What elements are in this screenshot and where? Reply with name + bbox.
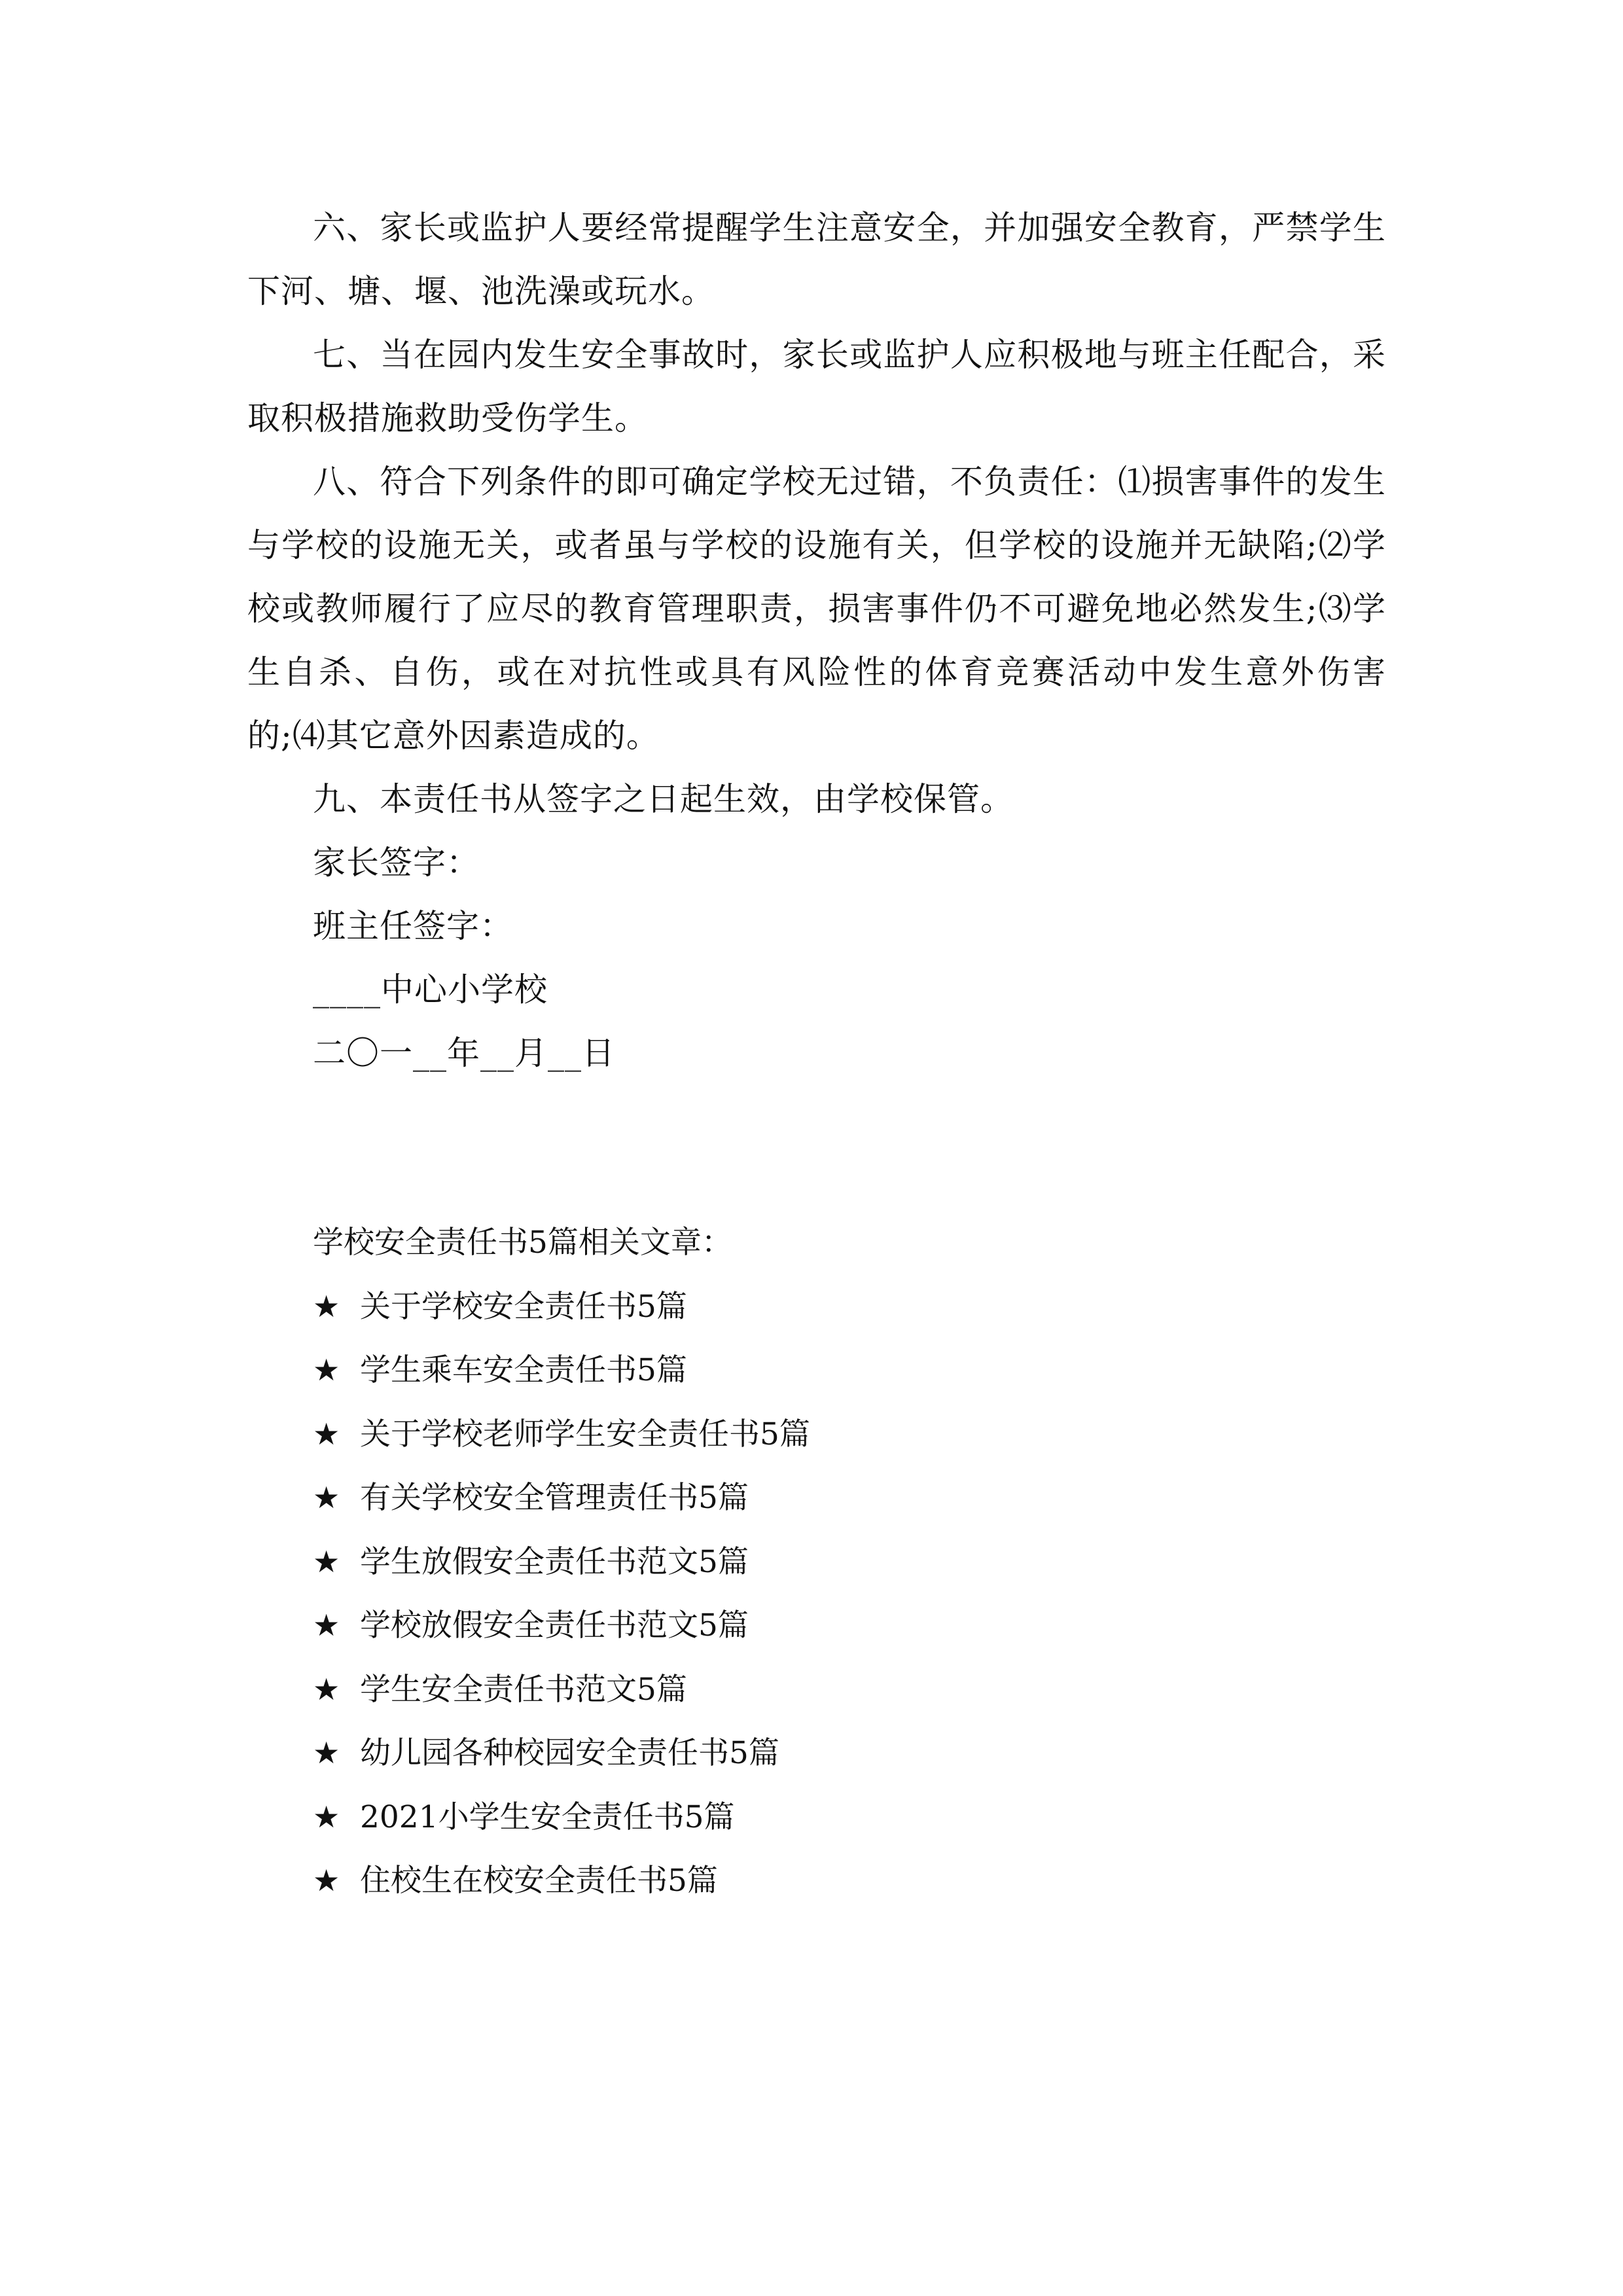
related-article-link[interactable]	[247, 1403, 1386, 1467]
star-icon: ★	[313, 1352, 340, 1388]
parent-signature-line: 家长签字：	[313, 844, 480, 882]
star-icon: ★	[313, 1671, 340, 1707]
star-icon: ★	[313, 1735, 340, 1770]
related-article-link[interactable]	[247, 1275, 1386, 1339]
related-articles-title: 学校安全责任书5篇相关文章：	[313, 1225, 732, 1261]
related-article-title: 有关学校安全管理责任书5篇	[360, 1480, 749, 1516]
related-article-link[interactable]	[247, 1785, 1386, 1850]
related-articles-list	[247, 1275, 1386, 1913]
related-article-title: 幼儿园各种校园安全责任书5篇	[360, 1735, 779, 1771]
related-article-link[interactable]	[247, 1721, 1386, 1785]
related-article-link[interactable]	[247, 1849, 1386, 1913]
star-icon: ★	[313, 1480, 340, 1515]
related-article-title: 学校放假安全责任书范文5篇	[360, 1607, 749, 1643]
document-body	[247, 196, 1386, 1085]
related-article-title: 学生安全责任书范文5篇	[360, 1671, 687, 1708]
star-icon: ★	[313, 1799, 340, 1835]
related-article-title: 关于学校老师学生安全责任书5篇	[360, 1416, 810, 1452]
related-articles	[247, 1211, 1386, 1913]
star-icon: ★	[313, 1607, 340, 1643]
paragraph-item-7: 七、当在园内发生安全事故时，家长或监护人应积极地与班主任配合，采取积极措施救助受伤学生。	[247, 336, 1386, 437]
paragraph-item-6: 六、家长或监护人要经常提醒学生注意安全，并加强安全教育，严禁学生下河、塘、堰、池洗澡或玩水。	[247, 209, 1386, 310]
related-article-title: 2021小学生安全责任书5篇	[360, 1799, 735, 1835]
related-article-link[interactable]	[247, 1530, 1386, 1594]
date-line: 二〇一__年__月__日	[313, 1034, 615, 1072]
related-article-title: 学生放假安全责任书范文5篇	[360, 1543, 749, 1580]
star-icon: ★	[313, 1416, 340, 1452]
related-article-link[interactable]	[247, 1594, 1386, 1658]
star-icon: ★	[313, 1543, 340, 1579]
star-icon: ★	[313, 1288, 340, 1324]
related-article-link[interactable]	[247, 1658, 1386, 1722]
related-article-title: 学生乘车安全责任书5篇	[360, 1352, 687, 1388]
teacher-signature-line: 班主任签字：	[313, 907, 513, 945]
related-article-link[interactable]	[247, 1466, 1386, 1530]
star-icon: ★	[313, 1863, 340, 1898]
paragraph-item-8: 八、符合下列条件的即可确定学校无过错，不负责任：⑴损害事件的发生与学校的设施无关，或者虽与学校的设施有关，但学校的设施并无缺陷;⑵学校或教师履行了应尽的教育管理职责，损害事件仍不可避免地必然发生;⑶学生自杀、自伤，或在对抗性或具有风险性的体育竞赛活动中发生意外伤害的;⑷其它意外因素造成的。	[247, 463, 1386, 755]
school-name-line: ____中心小学校	[313, 971, 548, 1009]
related-article-title: 关于学校安全责任书5篇	[360, 1288, 687, 1325]
related-article-title: 住校生在校安全责任书5篇	[360, 1863, 718, 1899]
related-article-link[interactable]	[247, 1338, 1386, 1403]
paragraph-item-9: 九、本责任书从签字之日起生效，由学校保管。	[313, 780, 1014, 818]
